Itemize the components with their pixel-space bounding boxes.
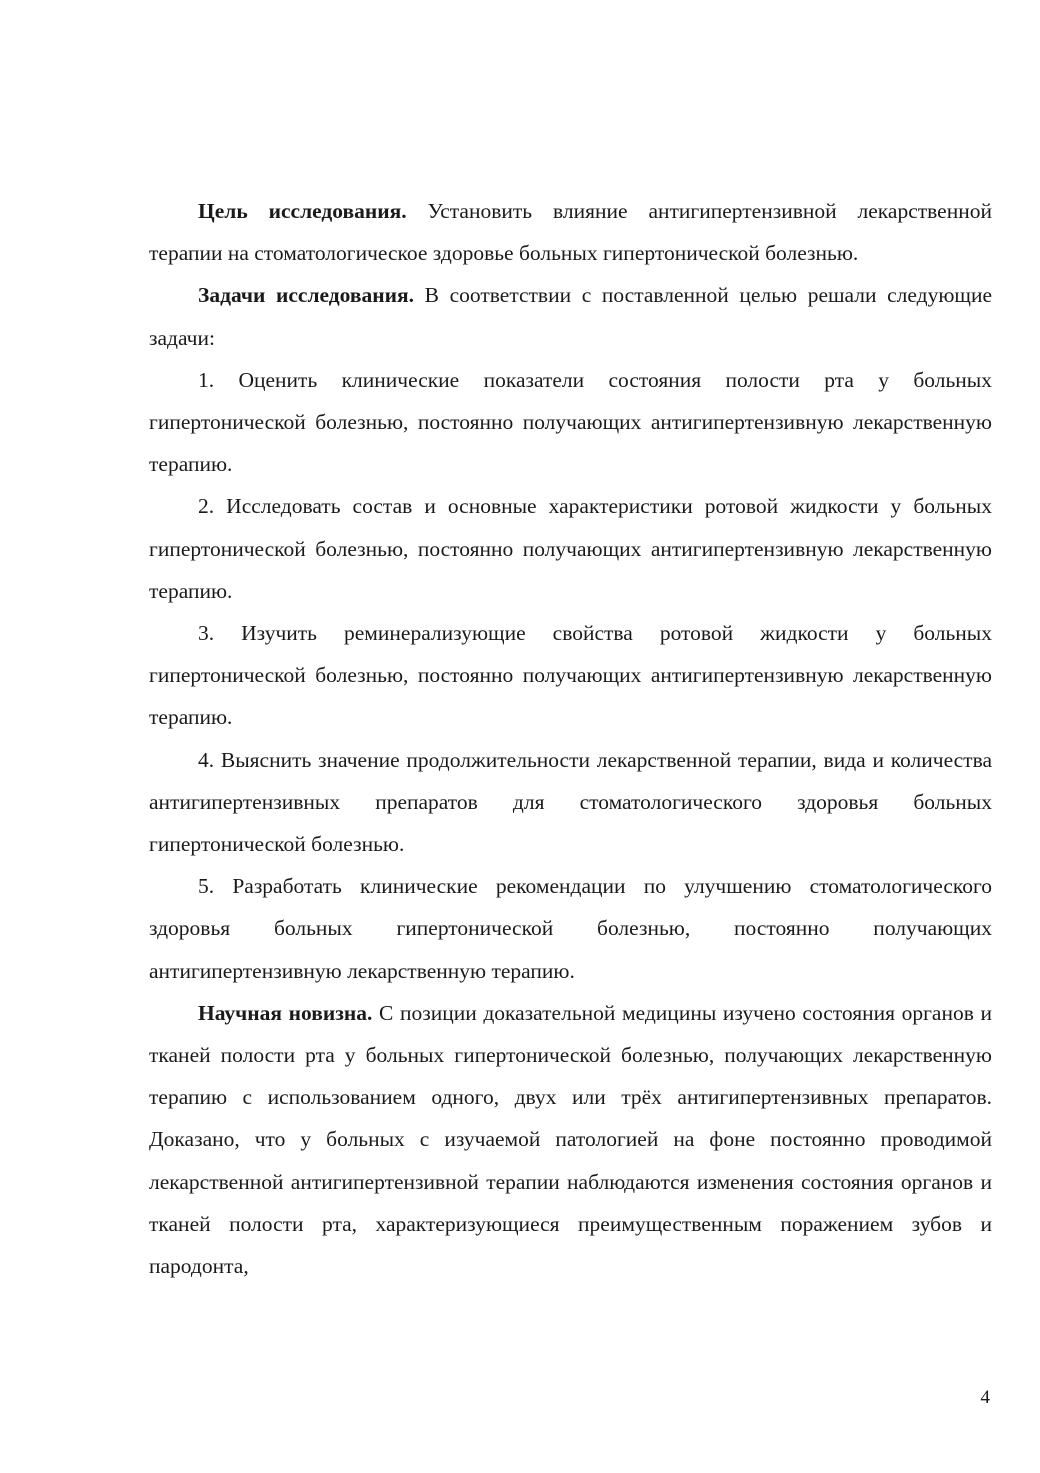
document-body (149, 190, 992, 1287)
paragraph-novelty-text: С позиции доказательной медицины изучено состояния органов и тканей полости рта у больных гипертонической болезнью, получающих лекарственную терапию с использованием одного, двух или трёх антигипертензивных препаратов. Доказано, что у больных с изучаемой патологией на фоне постоянно проводимой лекарственной антигипертензивной терапии наблюдаются изменения состояния органов и тканей полости рта, характеризующиеся преимущественным поражением зубов и пародонта, (149, 1000, 992, 1279)
task-item-3 (149, 612, 992, 739)
task-item-1 (149, 359, 992, 486)
paragraph-goal-text: Установить влияние антигипертензивной лекарственной терапии на стоматологическое здоровье больных гипертонической болезнью. (149, 199, 992, 266)
paragraph-tasks-text: В соответствии с поставленной целью решали следующие задачи: (149, 283, 993, 350)
paragraph-tasks-heading: Задачи исследования. (198, 283, 415, 308)
task-item-2 (149, 485, 992, 612)
paragraph-novelty (149, 992, 992, 1287)
task-item-3-text: 3. Изучить реминерализующие свойства ротовой жидкости у больных гипертонической болезнью, постоянно получающих антигипертензивную лекарственную терапию. (149, 621, 992, 730)
task-item-4-text: 4. Выяснить значение продолжительности лекарственной терапии, вида и количества антигипертензивных препаратов для стоматологического здоровья больных гипертонической болезнью. (149, 747, 992, 857)
task-item-2-text: 2. Исследовать состав и основные характеристики ротовой жидкости у больных гипертонической болезнью, постоянно получающих антигипертензивную лекарственную терапию. (149, 494, 992, 603)
task-item-5 (149, 865, 992, 992)
paragraph-goal-heading: Цель исследования. (198, 199, 407, 223)
paragraph-goal (149, 190, 992, 274)
paragraph-tasks (149, 274, 992, 358)
task-item-4 (149, 739, 992, 866)
paragraph-novelty-heading: Научная новизна. (198, 1000, 373, 1025)
task-item-1-text: 1. Оценить клинические показатели состояния полости рта у больных гипертонической болезнью, постоянно получающих антигипертензивную лекарственную терапию. (149, 367, 992, 477)
page-number: 4 (980, 1387, 990, 1408)
task-item-5-text: 5. Разработать клинические рекомендации по улучшению стоматологического здоровья больных гипертонической болезнью, постоянно получающих антигипертензивную лекарственную терапию. (149, 874, 992, 983)
